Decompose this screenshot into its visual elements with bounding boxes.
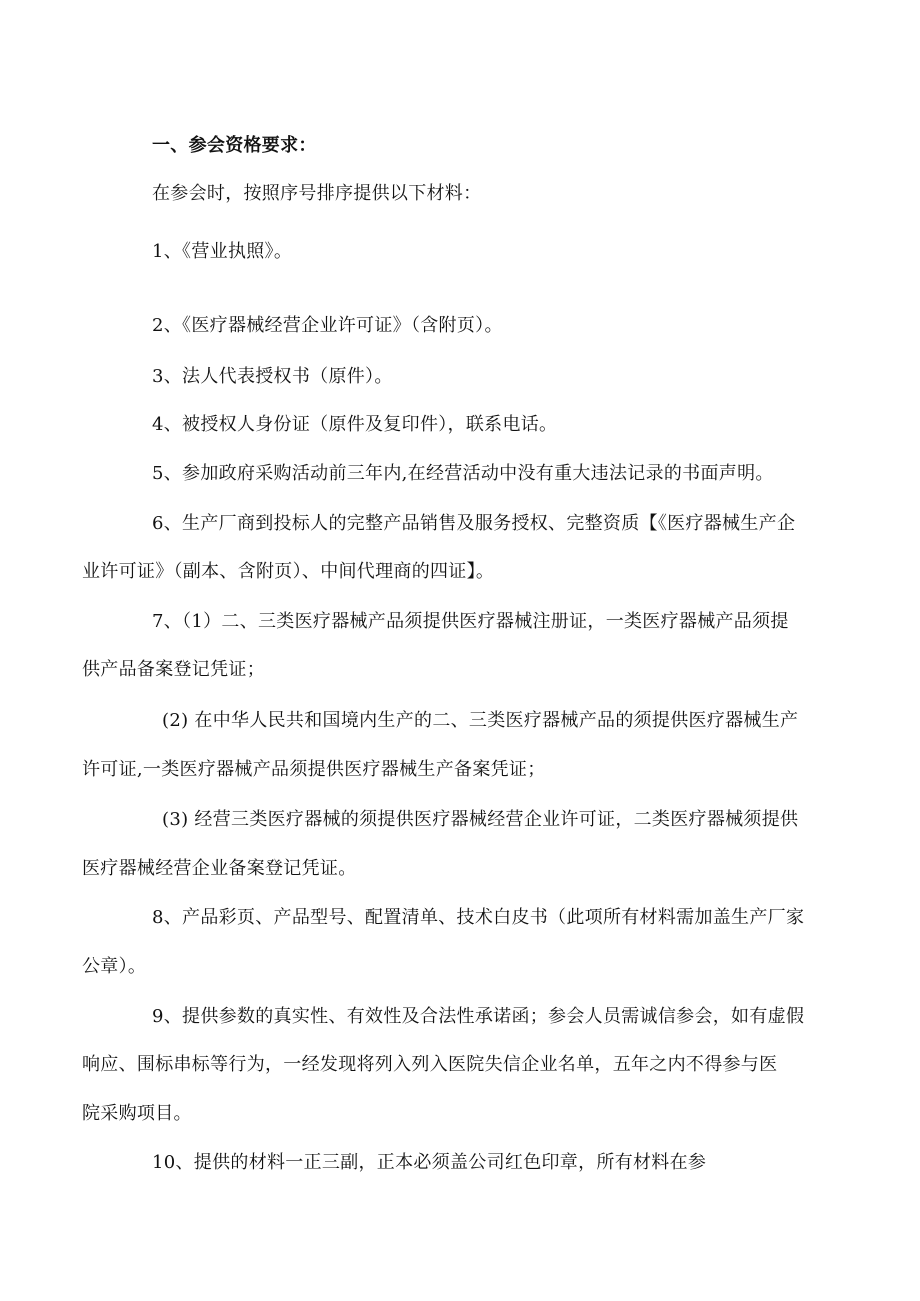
item-4: 4、被授权人身份证（原件及复印件），联系电话。 xyxy=(152,414,558,435)
item-2: 2、《医疗器械经营企业许可证》（含附页）。 xyxy=(152,315,503,336)
section-heading: 一、参会资格要求： xyxy=(152,135,317,156)
item-7-3-line-2: 医疗器械经营企业备案登记凭证。 xyxy=(82,858,357,879)
item-6-line-2: 业许可证》（副本、含附页）、中间代理商的四证】。 xyxy=(82,561,495,582)
item-9-line-2: 响应、围标串标等行为，一经发现将列入列入医院失信企业名单，五年之内不得参与医 xyxy=(82,1054,778,1075)
item-1: 1、《营业执照》。 xyxy=(152,241,293,262)
item-5: 5、参加政府采购活动前三年内,在经营活动中没有重大违法记录的书面声明。 xyxy=(152,463,774,484)
item-9-line-1: 9、提供参数的真实性、有效性及合法性承诺函；参会人员需诚信参会，如有虚假 xyxy=(152,1006,805,1027)
item-7-1-line-2: 供产品备案登记凭证； xyxy=(82,659,265,680)
item-7-1-line-1: 7、（1）二、三类医疗器械产品须提供医疗器械注册证，一类医疗器械产品须提 xyxy=(152,611,789,632)
item-8-line-1: 8、产品彩页、产品型号、配置清单、技术白皮书（此项所有材料需加盖生产厂家 xyxy=(152,907,805,928)
item-8-line-2: 公章）。 xyxy=(82,956,147,977)
item-3: 3、法人代表授权书（原件）。 xyxy=(152,366,393,387)
intro-paragraph: 在参会时，按照序号排序提供以下材料： xyxy=(152,183,482,204)
item-7-2-line-2: 许可证,一类医疗器械产品须提供医疗器械生产备案凭证； xyxy=(82,759,546,780)
item-7-3-line-1: (3) 经营三类医疗器械的须提供医疗器械经营企业许可证，二类医疗器械须提供 xyxy=(162,809,799,830)
item-7-2-line-1: (2) 在中华人民共和国境内生产的二、三类医疗器械产品的须提供医疗器械生产 xyxy=(162,710,799,731)
item-9-line-3: 院采购项目。 xyxy=(82,1103,192,1124)
item-6-line-1: 6、生产厂商到投标人的完整产品销售及服务授权、完整资质【《医疗器械生产企 xyxy=(152,513,796,534)
item-10-line-1: 10、提供的材料一正三副，正本必须盖公司红色印章，所有材料在参 xyxy=(152,1152,707,1173)
